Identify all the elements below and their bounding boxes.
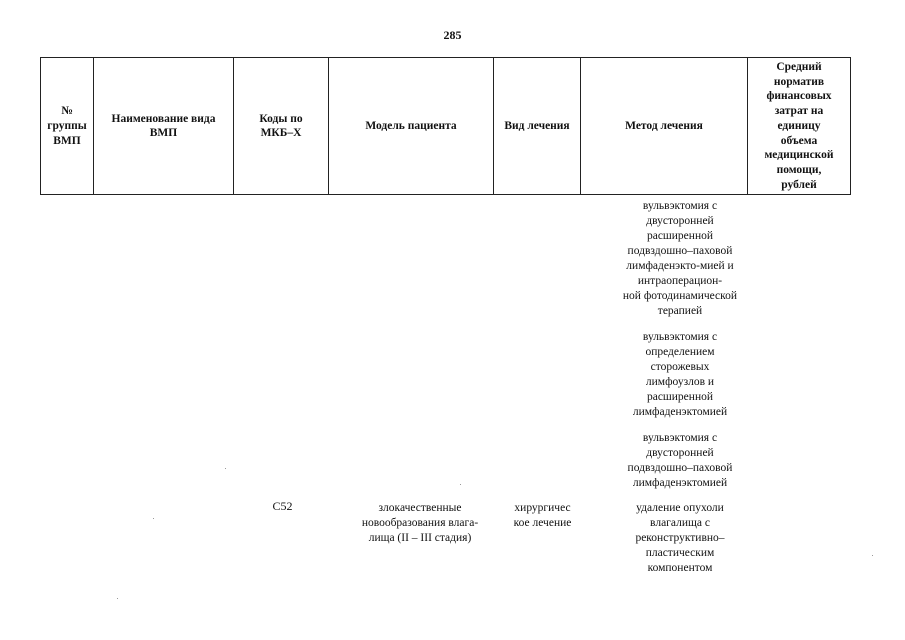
method-cell-4: удаление опухоли влагалища с реконструктивно– пластическим компонентом bbox=[635, 502, 725, 574]
scan-speck bbox=[153, 518, 154, 519]
method-cell-3: вульвэктомия с двусторонней подвздошно–паховой лимфаденэктомией bbox=[627, 432, 733, 489]
header-average-cost: Средний норматив финансовых затрат на единицу объема медицинской помощи, рублей bbox=[748, 58, 851, 195]
treatment-type-cell: хирургичес кое лечение bbox=[513, 502, 572, 529]
page-number: 285 bbox=[443, 28, 462, 42]
header-treatment-type: Вид лечения bbox=[494, 58, 581, 195]
scan-speck bbox=[225, 468, 226, 469]
header-icd-codes: Коды по МКБ–Х bbox=[234, 58, 329, 195]
header-treatment-method: Метод лечения bbox=[581, 58, 748, 195]
method-cell-1: вульвэктомия с двусторонней расширенной подвздошно–паховой лимфаденэкто-мией и интраоперацион- ной фотодинамической терапией bbox=[622, 200, 738, 317]
header-table bbox=[40, 57, 851, 195]
header-vmp-type-name: Наименование вида ВМП bbox=[94, 58, 234, 195]
scan-speck bbox=[117, 598, 118, 599]
patient-model-cell: злокачественные новообразования влага- лища (II – III стадия) bbox=[361, 502, 479, 544]
header-patient-model: Модель пациента bbox=[329, 58, 494, 195]
method-cell-2: вульвэктомия с определением сторожевых лимфоузлов и расширенной лимфаденэктомией bbox=[632, 331, 728, 418]
icd-code-cell: C52 bbox=[272, 499, 293, 513]
scan-speck bbox=[460, 484, 461, 485]
header-group-number: № группы ВМП bbox=[41, 58, 94, 195]
scan-speck bbox=[872, 555, 873, 556]
header-row bbox=[41, 58, 851, 195]
